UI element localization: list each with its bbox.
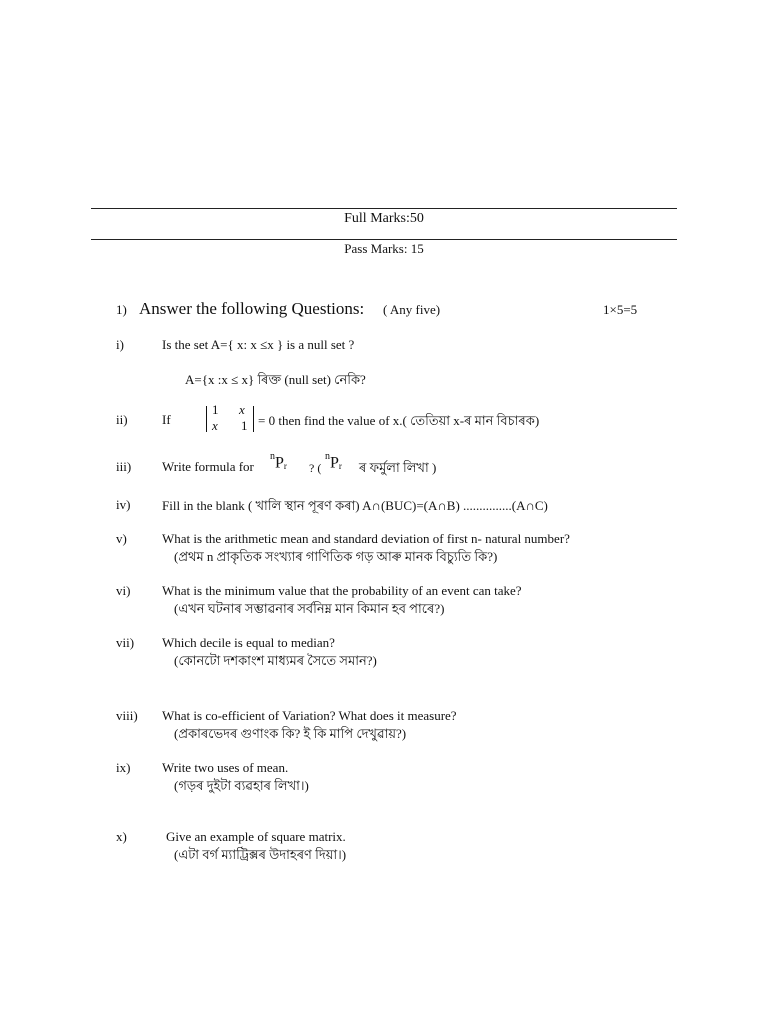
question-text: Is the set A={ x: x ≤x } is a null set ? [162,337,355,352]
question-prefix: Write formula for [162,459,254,474]
full-marks: Full Marks:50 [344,211,424,226]
question-number: i) [116,337,124,352]
question-mid: ? ( [309,461,322,475]
question-number: vi) [116,583,131,598]
question-number: viii) [116,708,138,723]
question-number: x) [116,829,127,844]
question-text: Write two uses of mean. [162,760,289,775]
question-prefix: If [162,412,171,427]
determinant-matrix [206,402,254,433]
symbol-main: P [330,454,339,472]
question-translation: (কোনটো দশকাংশ মাধ্যমৰ সৈতে সমান?) [174,653,377,668]
section-marks: 1×5=5 [603,302,638,317]
question-number: iv) [116,497,131,512]
symbol-main: P [275,454,284,472]
question-number: ix) [116,760,131,775]
section-number: 1) [116,302,127,317]
permutation-symbol [270,453,287,472]
header-bottom-rule [91,239,677,240]
symbol-superscript: n [325,451,330,462]
question-translation: A={x :x ≤ x} ৰিক্ত (null set) নেকি? [185,372,366,387]
question-translation: (প্ৰথম n প্ৰাকৃতিক সংখ্যাৰ গাণিতিক গড় আৰু মানক বিচ্যুতি কি?) [174,549,498,564]
header-top-rule [91,208,677,209]
question-text: Fill in the blank ( খালি স্থান পূৰণ কৰা) A∩(BUC)=(A∩B) ...............(A∩C) [162,498,548,513]
matrix-cell: 1 [212,402,219,417]
question-text: What is co-efficient of Variation? What does it measure? [162,708,457,723]
symbol-superscript: n [270,451,275,462]
question-translation: (এটা বৰ্গ ম্যাট্ৰিক্সৰ উদাহৰণ দিয়া।) [174,847,347,862]
matrix-cell: x [212,418,218,433]
question-number: ii) [116,412,128,427]
symbol-subscript: r [283,461,287,472]
question-translation: (গড়ৰ দুইটা ব্যৱহাৰ লিখা।) [174,778,309,793]
matrix-cell: x [239,402,245,417]
question-number: vii) [116,635,135,650]
permutation-symbol [325,453,342,472]
question-number: iii) [116,459,132,474]
question-text: What is the arithmetic mean and standard deviation of first n- natural number? [162,531,570,546]
question-suffix: = 0 then find the value of x.( তেতিয়া x-ৰ মান বিচাৰক) [258,413,540,428]
section-title: Answer the following Questions: [139,299,365,318]
question-number: v) [116,531,127,546]
question-translation: (এখন ঘটনাৰ সম্ভাৱনাৰ সৰ্বনিম্ন মান কিমান হব পাৰে?) [174,601,445,616]
question-text: Give an example of square matrix. [166,829,346,844]
question-text: Which decile is equal to median? [162,635,335,650]
question-suffix: ৰ ফৰ্মুলা লিখা ) [359,460,437,475]
question-text: What is the minimum value that the probability of an event can take? [162,583,522,598]
section-instruction: ( Any five) [383,302,441,317]
question-translation: (প্ৰকাৰভেদৰ গুণাংক কি? ই কি মাপি দেখুৱায়?) [174,726,407,741]
pass-marks: Pass Marks: 15 [344,241,424,256]
matrix-cell: 1 [241,418,248,433]
symbol-subscript: r [338,461,342,472]
